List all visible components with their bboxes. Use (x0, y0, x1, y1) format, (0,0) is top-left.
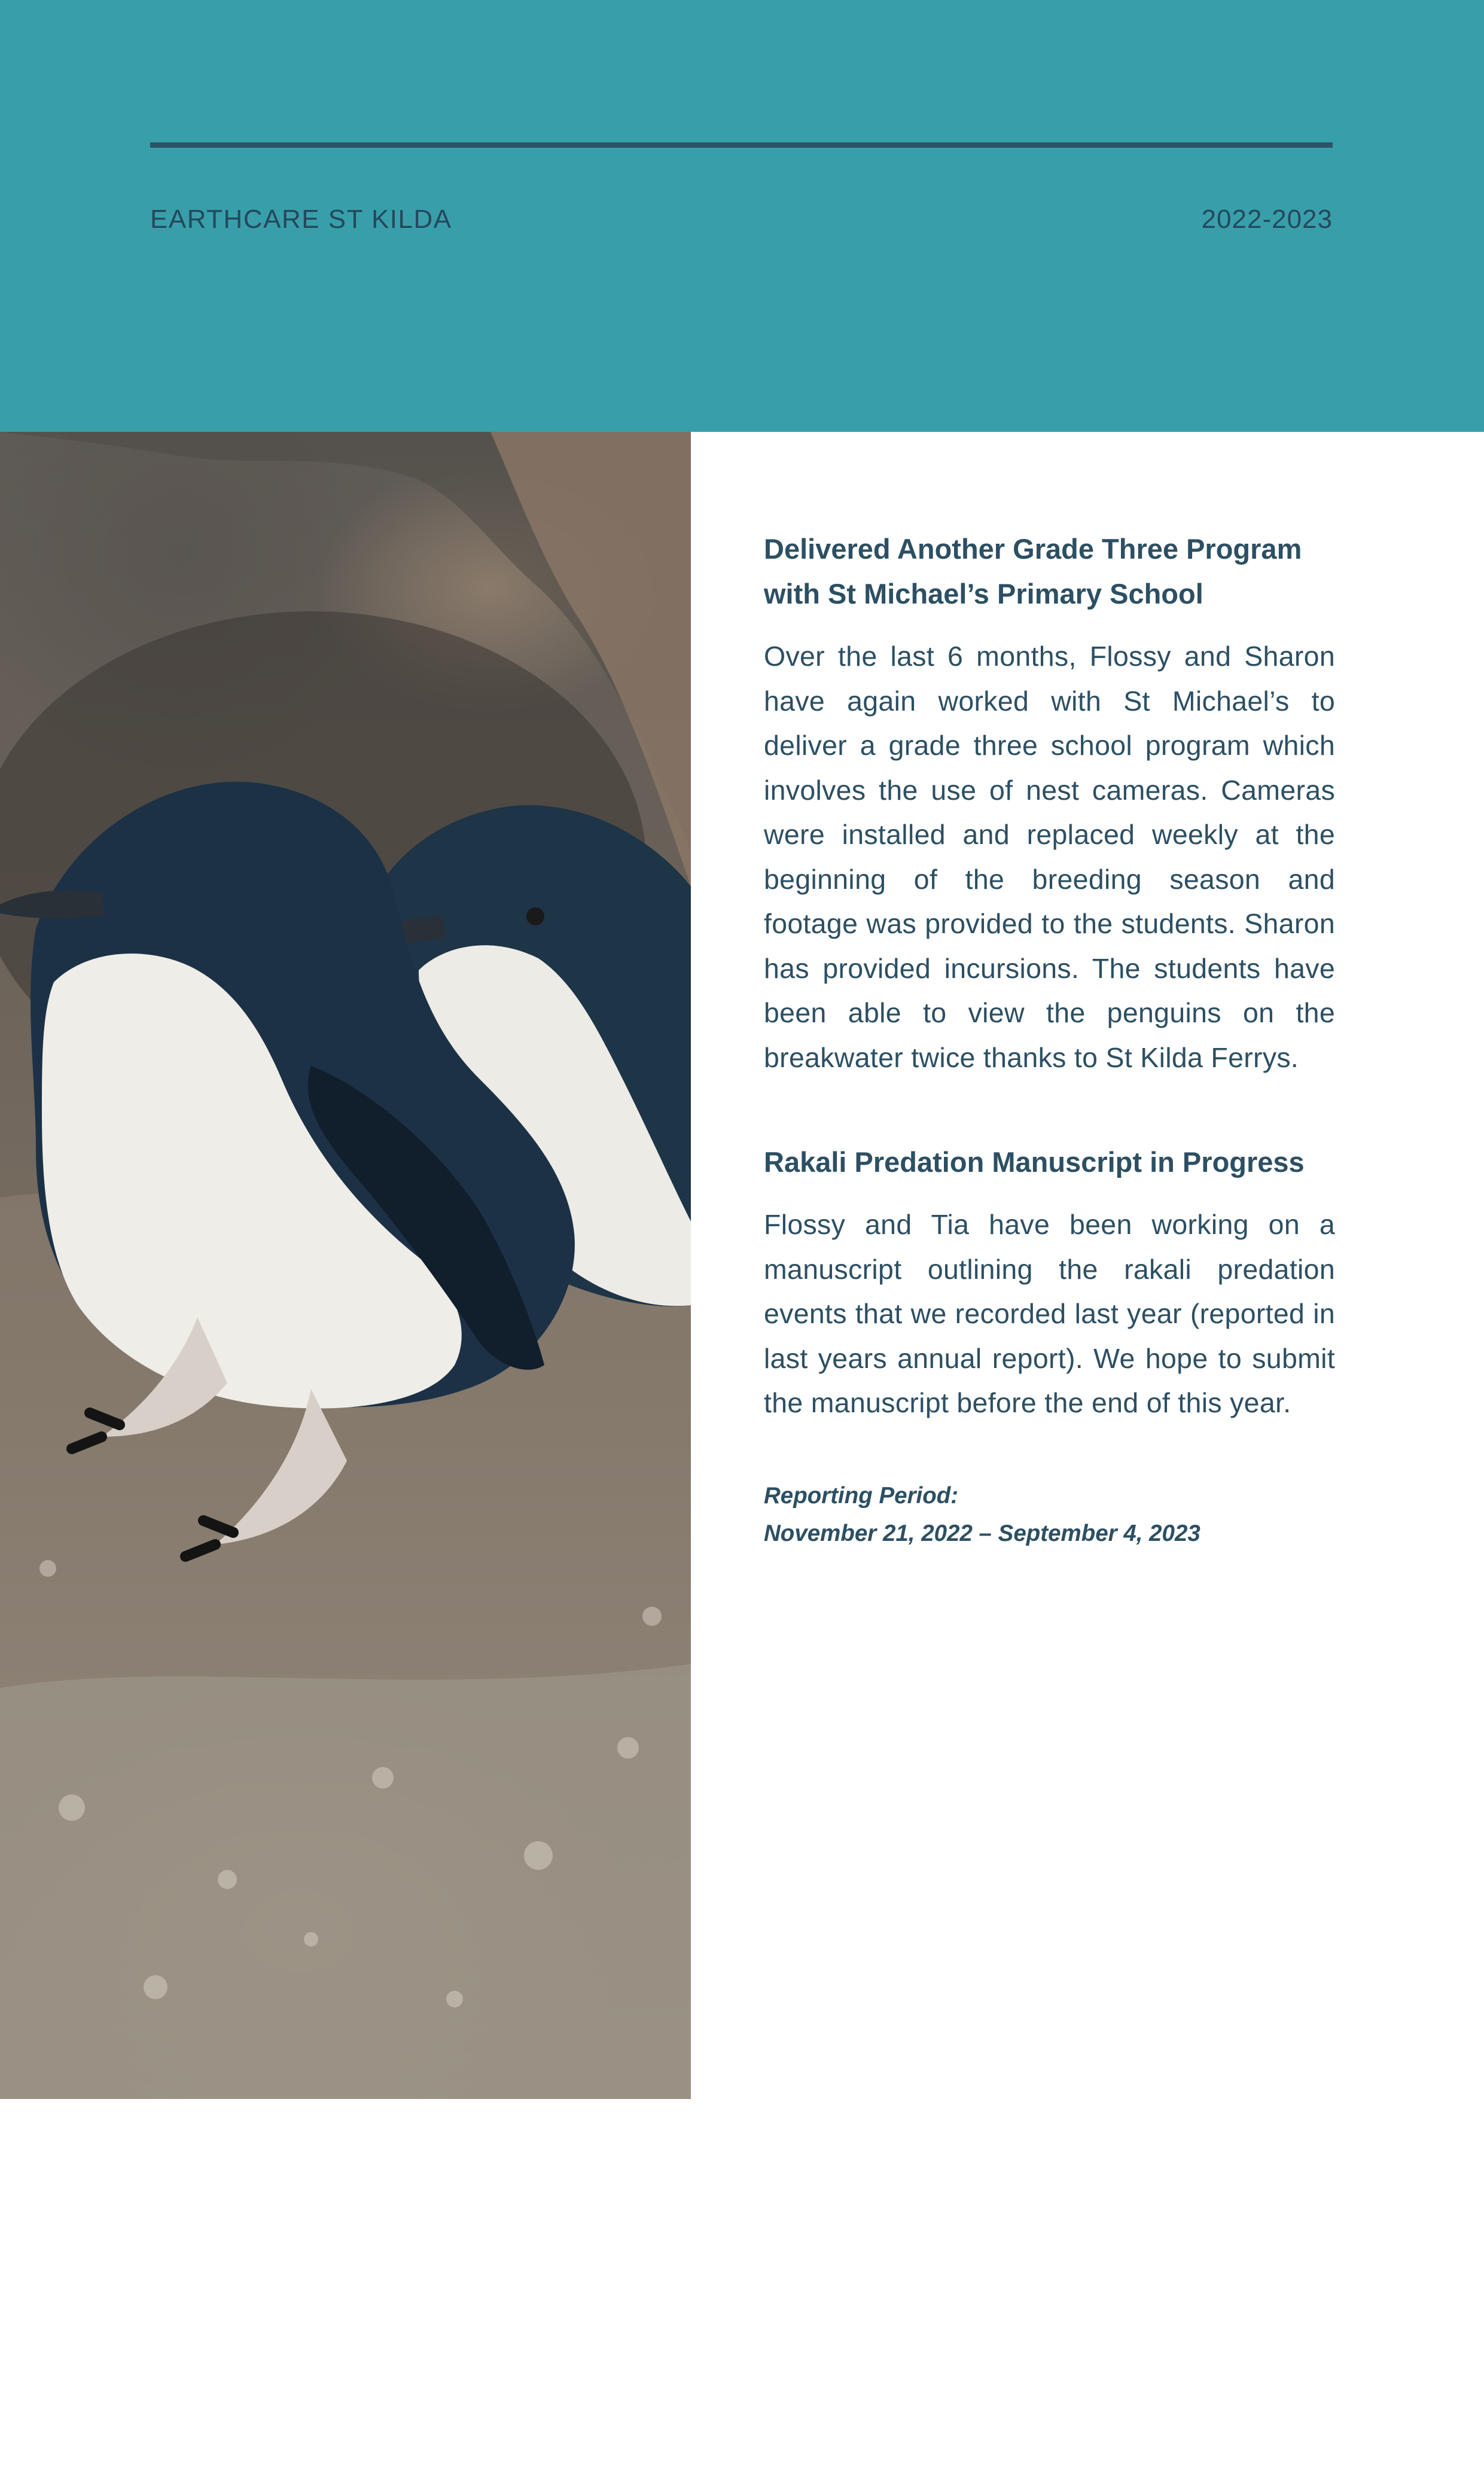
reporting-period-dates: November 21, 2022 – September 4, 2023 (764, 1520, 1200, 1546)
section-heading-rakali: Rakali Predation Manuscript in Progress (764, 1146, 1305, 1178)
penguin-illustration (0, 432, 691, 2099)
reporting-period-label: Reporting Period: (764, 1482, 959, 1509)
organization-name: EARTHCARE ST KILDA (150, 205, 452, 234)
text-column (764, 526, 1335, 1552)
page-number: 8 (39, 2463, 53, 2488)
header-band (0, 0, 1484, 432)
section-body-grade-three: Over the last 6 months, Flossy and Sharon have again worked with St Michael’s to deliver a grade three school program which involves the use of nest cameras. Cameras were installed and replaced weekly at the beginning of the breeding season and footage was provided to the students. Sharon has provided incursions. The students have been able to view the penguins on the breakwater twice thanks to St Kilda Ferrys. (764, 641, 1335, 1073)
section-heading-grade-three: Delivered Another Grade Three Program with St Michael’s Primary School (764, 533, 1302, 610)
section-body-rakali: Flossy and Tia have been working on a manuscript outlining the rakali predation events that we recorded last year (reported in last years annual report). We hope to submit the manuscript before the end of this year. (764, 1209, 1335, 1418)
reporting-period (764, 1477, 1335, 1552)
penguin-photo (0, 432, 691, 2488)
header-rule (150, 142, 1333, 148)
report-year: 2022-2023 (1201, 205, 1333, 234)
